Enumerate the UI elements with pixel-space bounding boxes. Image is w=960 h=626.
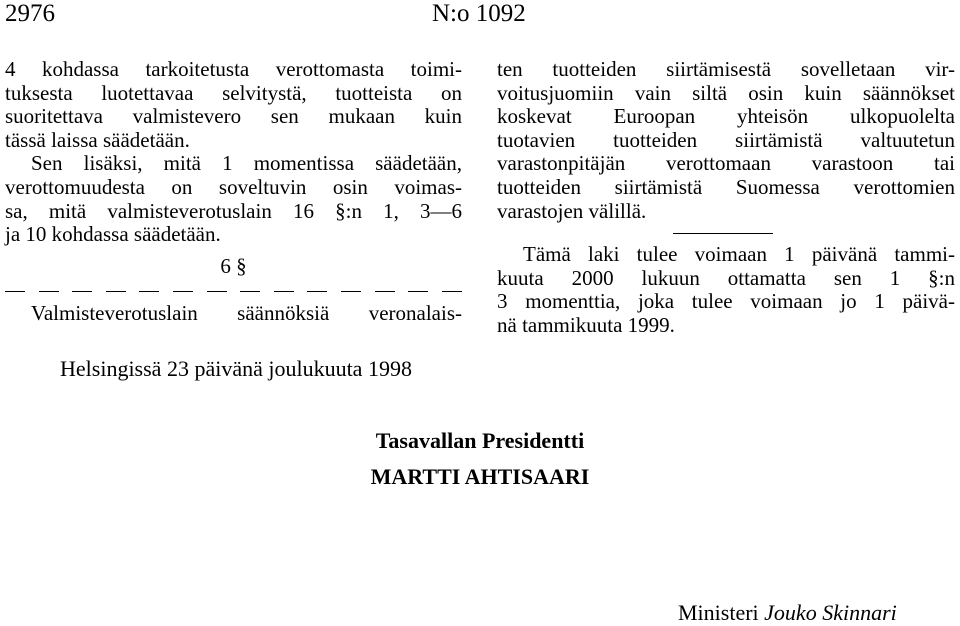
minister-signature (678, 600, 897, 626)
text-line: varastojen välillä. (497, 198, 647, 223)
text-line: tuotteiden siirtämistä Suomessa verottomien (497, 174, 955, 199)
text-line: Tämä laki tulee voimaan 1 päivänä tammi- (523, 242, 955, 266)
text-line: 4 kohdassa tarkoitetusta verottomasta toimi- (5, 57, 462, 81)
text-line: tässä laissa säädetään. (5, 127, 190, 152)
text-line: tuotavien tuotteiden siirtämistä valtuutetun (497, 127, 955, 152)
text-line: sa, mitä valmisteverotuslain 16 §:n 1, 3—6 (5, 198, 462, 223)
page-number: 2976 (5, 0, 55, 27)
text-line: Valmisteverotuslain säännöksiä veronalais- (31, 301, 462, 326)
omission-dashes (5, 282, 462, 300)
text-line: varastonpitäjän verottomaan varastoon tai (497, 151, 955, 176)
section-heading: 6 § (220, 253, 247, 278)
text-line: nä tammikuuta 1999. (497, 312, 675, 337)
minister-prefix: Ministeri (678, 600, 759, 625)
section-divider (673, 233, 773, 234)
text-line: koskevat Euroopan yhteisön ulkopuolelta (497, 104, 955, 129)
issue-number: N:o 1092 (432, 0, 526, 27)
text-line: voitusjuomiin vain siltä osin kuin säännökset (497, 80, 955, 105)
date-line: Helsingissä 23 päivänä joulukuuta 1998 (60, 356, 412, 381)
right-column (497, 58, 955, 223)
text-line: 3 momenttia, joka tulee voimaan jo 1 päivä- (497, 289, 955, 314)
text-line: verottomuudesta on soveltuvin osin voimas- (5, 174, 462, 199)
left-column (5, 58, 462, 326)
entry-into-force (497, 243, 955, 337)
minister-name: Jouko Skinnari (764, 600, 897, 625)
text-line: ja 10 kohdassa säädetään. (5, 222, 221, 247)
text-line: ten tuotteiden siirtämisestä sovelletaan vir- (497, 57, 955, 81)
text-line: Sen lisäksi, mitä 1 momentissa säädetään, (31, 151, 462, 176)
president-name: MARTTI AHTISAARI (370, 464, 590, 489)
text-line: kuuta 2000 lukuun ottamatta sen 1 §:n (497, 265, 955, 290)
text-line: suoritettava valmistevero sen mukaan kuin (5, 104, 462, 129)
text-line: tuksesta luotettavaa selvitystä, tuotteista on (5, 80, 462, 105)
president-title: Tasavallan Presidentti (375, 428, 585, 453)
